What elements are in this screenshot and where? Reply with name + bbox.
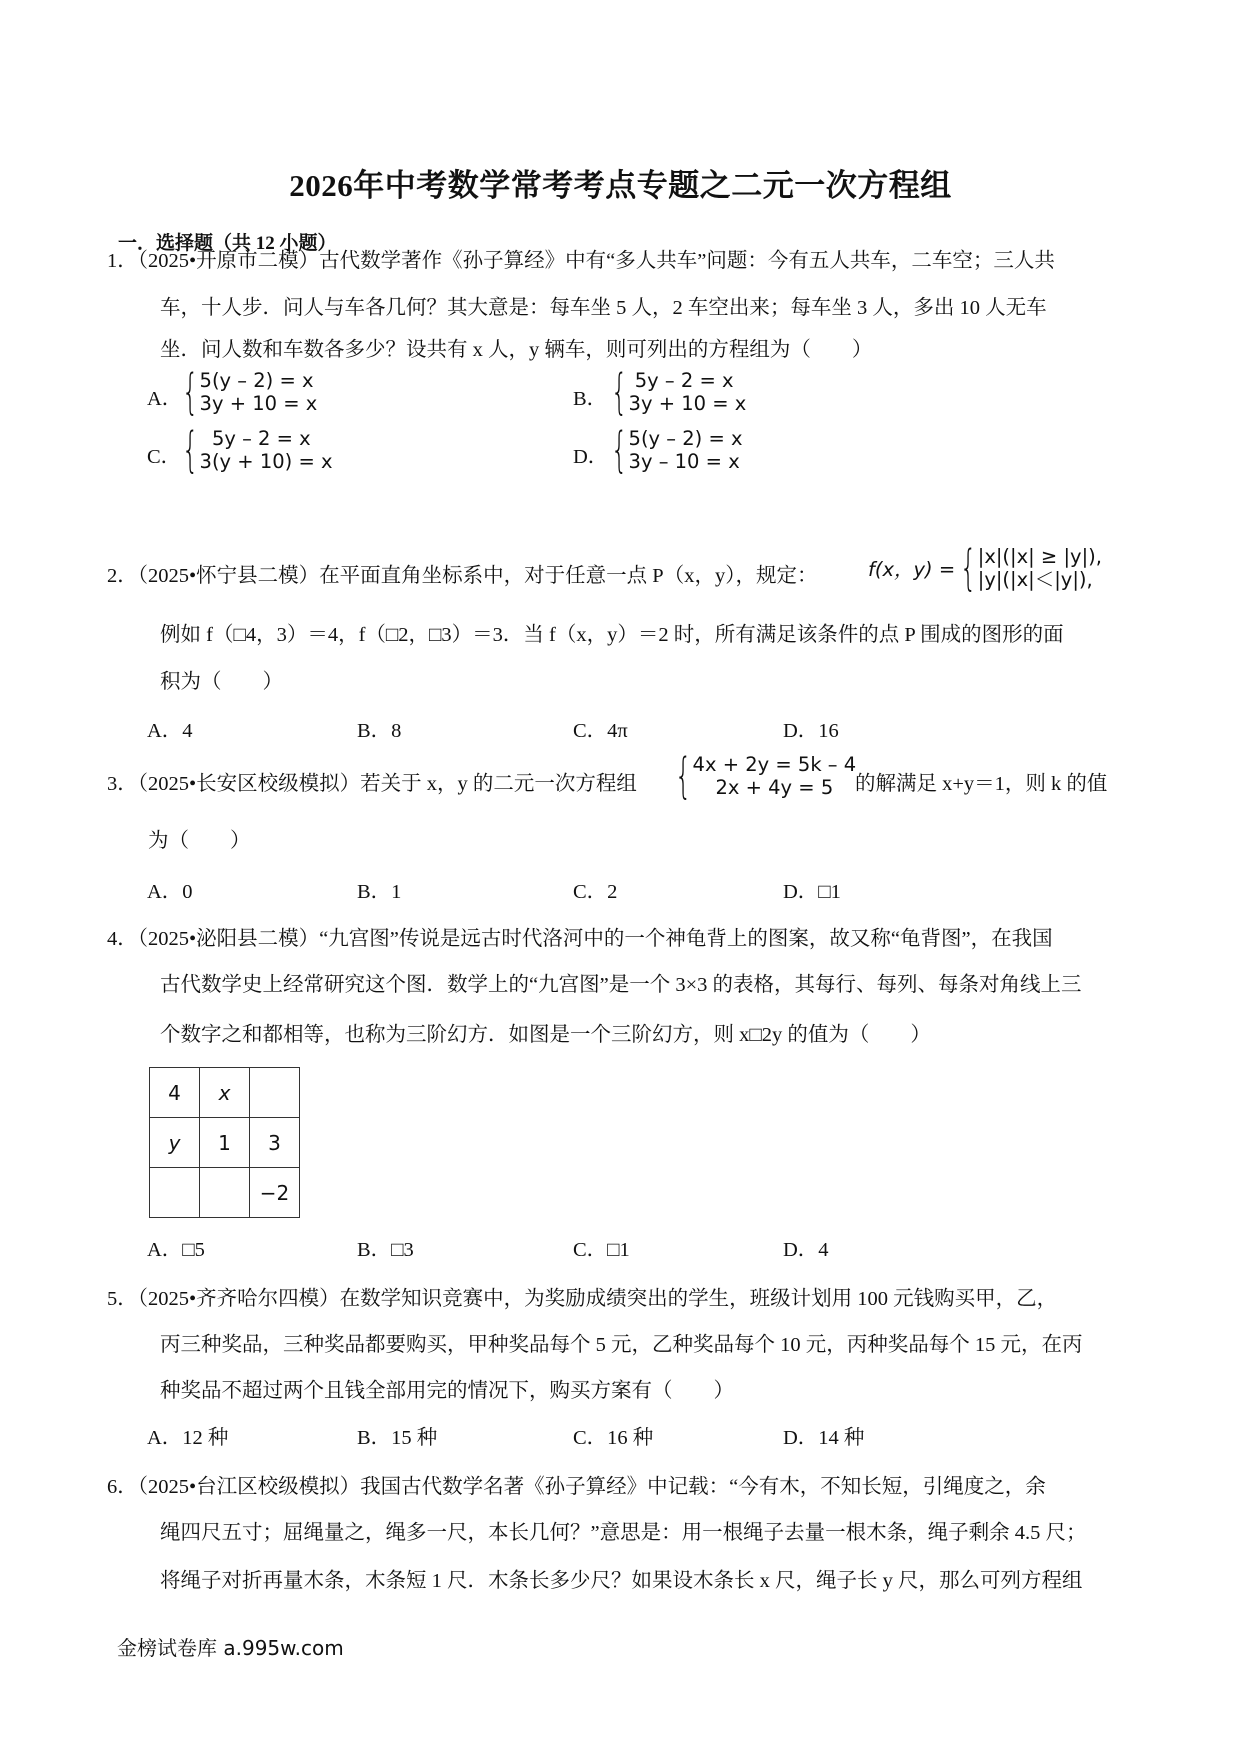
equation: 3y – 10 = x [628,450,740,473]
q6-line-1: 6．（2025•台江区校级模拟）我国古代数学名著《孙子算经》中记载：“今有木，不知长短，引绳度之，余 [107,1476,1046,1498]
q2-option-b: B．8 [357,720,402,742]
equation: 5(y – 2) = x [199,369,314,392]
equation: 4x + 2y = 5k – 4 [692,753,857,776]
equation: 3y + 10 = x [628,392,747,415]
q5-line-2: 丙三种奖品，三种奖品都要购买，甲种奖品每个 5 元，乙种奖品每个 10 元，丙种奖品每个 15 元，在丙 [160,1334,1083,1356]
q1-option-b [573,381,607,411]
q1-line-2: 车，十人步．问人与车各几何？其大意是：每车坐 5 人，2 车空出来；每车坐 3 人，多出 10 人无车 [160,297,1047,319]
grid-cell: 4 [150,1068,200,1118]
q1-option-c-system [181,422,333,478]
q4-option-c: C．□1 [573,1239,630,1261]
option-label: A． [147,388,183,410]
q1-line-1: 1．（2025•开原市二模）古代数学著作《孙子算经》中有“多人共车”问题：今有五人共车，二车空；三人共 [107,250,1055,272]
option-label: B． [573,388,608,410]
q1-option-d-system [610,422,743,478]
grid-cell: x [200,1068,250,1118]
q5-option-d: D．14 种 [783,1427,865,1449]
page-title: 2026年中考数学常考考点专题之二元一次方程组 [289,168,952,203]
q2-option-d: D．16 [783,720,839,742]
function-name: f(x，y) = [868,558,956,581]
q1-option-b-system [610,364,747,420]
grid-cell: 3 [250,1118,300,1168]
case: |x|(|x| ≥ |y|), [977,545,1102,568]
q4-option-d: D．4 [783,1239,829,1261]
equation: 2x + 4y = 5 [715,776,834,799]
q4-line-3: 个数字之和都相等，也称为三阶幻方．如图是一个三阶幻方，则 x□2y 的值为（ ） [160,1024,931,1046]
grid-cell [150,1168,200,1218]
q5-line-3: 种奖品不超过两个且钱全部用完的情况下，购买方案有（ ） [160,1380,734,1402]
q2-line-3: 积为（ ） [160,671,283,693]
q6-line-2: 绳四尺五寸；屈绳量之，绳多一尺，本长几何？”意思是：用一根绳子去量一根木条，绳子剩余 4.5 尺； [160,1522,1087,1544]
brace-icon: { [960,540,977,596]
q3-line-1-pre: 3．（2025•长安区校级模拟）若关于 x，y 的二元一次方程组 [107,773,637,795]
q3-option-b: B．1 [357,881,402,903]
q3-equation-system [674,748,857,804]
q2-option-a: A．4 [147,720,193,742]
equation: 5y – 2 = x [628,369,734,392]
q1-option-a [147,381,182,411]
q3-option-a: A．0 [147,881,193,903]
brace-icon: { [610,364,628,420]
section-heading: 一．选择题（共 12 小题） [118,233,337,254]
brace-icon: { [181,364,199,420]
brace-icon: { [674,748,692,804]
brace-icon: { [610,422,628,478]
case: |y|(|x|＜|y|), [977,568,1093,591]
q2-line-2: 例如 f（□4，3）＝4，f（□2，□3）＝3．当 f（x，y）＝2 时，所有满足该条件的点 P 围成的图形的面 [160,624,1064,646]
q2-function-definition [868,540,1102,596]
q3-option-c: C．2 [573,881,618,903]
footer-watermark: 金榜试卷库 a.995w.com [117,1636,344,1660]
q1-line-3: 坐．问人数和车数各多少？设共有 x 人，y 辆车，则可列出的方程组为（ ） [160,339,873,361]
q2-line-1: 2．（2025•怀宁县二模）在平面直角坐标系中，对于任意一点 P（x，y），规定： [107,565,818,587]
grid-cell: −2 [250,1168,300,1218]
equation: 3y + 10 = x [199,392,318,415]
grid-cell [200,1168,250,1218]
q4-option-b: B．□3 [357,1239,414,1261]
grid-cell [250,1068,300,1118]
q4-line-2: 古代数学史上经常研究这个图．数学上的“九宫图”是一个 3×3 的表格，其每行、每列、每条对角线上三 [160,974,1082,996]
q1-option-c [147,439,181,469]
q1-option-a-system [181,364,318,420]
magic-square-grid [149,1067,300,1218]
equation: 3(y + 10) = x [199,450,333,473]
q5-line-1: 5．（2025•齐齐哈尔四模）在数学知识竞赛中，为奖励成绩突出的学生，班级计划用 100 元钱购买甲，乙， [107,1288,1058,1310]
q3-line-2: 为（ ） [148,830,251,852]
option-label: D． [573,446,609,468]
q6-line-3: 将绳子对折再量木条，木条短 1 尺．木条长多少尺？如果设木条长 x 尺，绳子长 y 尺，那么可列方程组 [160,1570,1083,1592]
q4-option-a: A．□5 [147,1239,205,1261]
q5-option-b: B．15 种 [357,1427,438,1449]
q5-option-a: A．12 种 [147,1427,229,1449]
option-label: C． [147,446,182,468]
q3-option-d: D．□1 [783,881,841,903]
q2-option-c: C．4π [573,720,628,742]
grid-cell: y [150,1118,200,1168]
q3-line-1-post: 的解满足 x+y＝1，则 k 的值 [855,773,1108,795]
brace-icon: { [181,422,199,478]
grid-cell: 1 [200,1118,250,1168]
q4-line-1: 4．（2025•泌阳县二模）“九宫图”传说是远古时代洛河中的一个神龟背上的图案，故又称“龟背图”，在我国 [107,928,1053,950]
equation: 5(y – 2) = x [628,427,743,450]
equation: 5y – 2 = x [199,427,311,450]
q1-option-d [573,439,608,469]
q5-option-c: C．16 种 [573,1427,654,1449]
